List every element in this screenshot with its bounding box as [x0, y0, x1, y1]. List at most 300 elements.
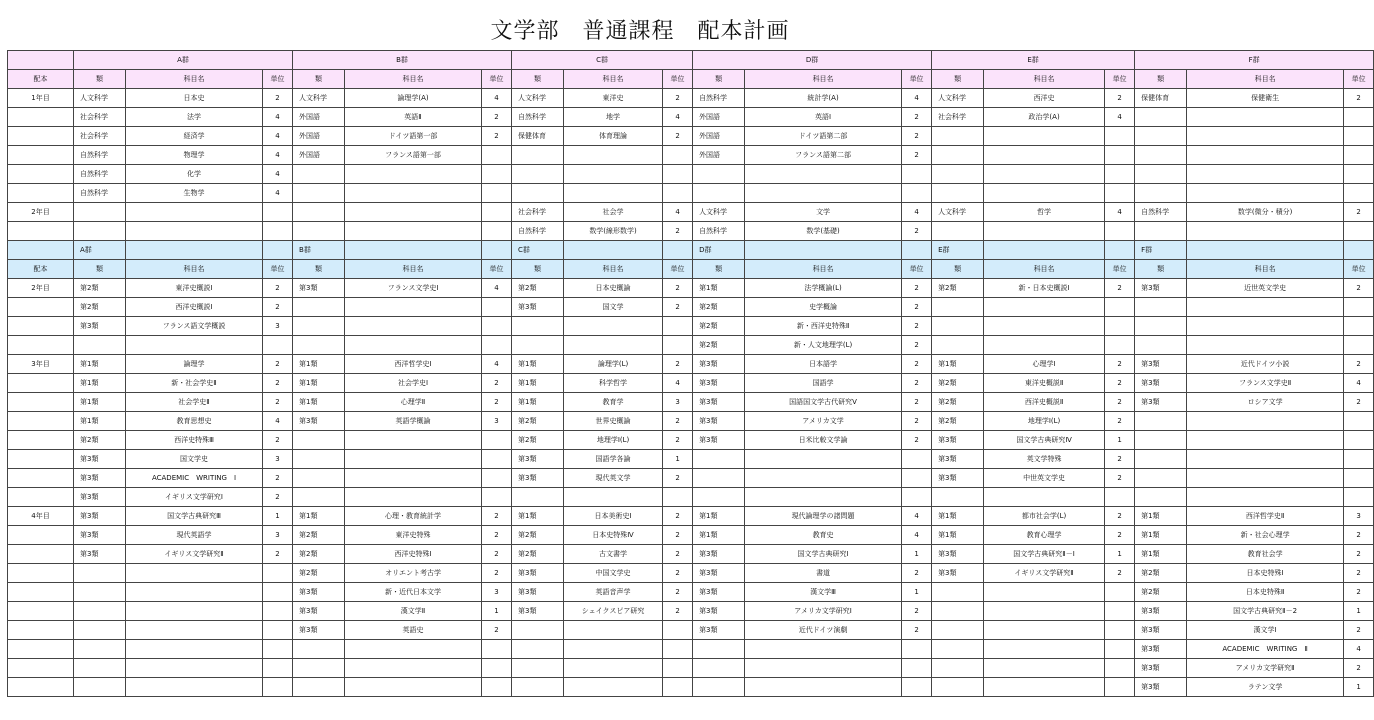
group-header-cell: E群 — [932, 51, 1135, 70]
credits-cell: 4 — [263, 108, 293, 127]
category-cell — [1135, 184, 1187, 203]
credits-cell: 2 — [263, 488, 293, 507]
subject-cell: 近代ドイツ演劇 — [745, 621, 902, 640]
credits-cell — [1105, 146, 1135, 165]
category-cell: 類 — [512, 260, 564, 279]
subject-cell: 論理学 — [126, 355, 263, 374]
category-cell: 第3類 — [693, 583, 745, 602]
table-row — [8, 431, 1374, 450]
credits-cell: 2 — [1344, 621, 1374, 640]
category-cell — [693, 640, 745, 659]
credits-cell: 2 — [902, 317, 932, 336]
subject-cell — [1187, 108, 1344, 127]
category-cell: 外国語 — [293, 146, 345, 165]
credits-cell: 2 — [663, 583, 693, 602]
credits-cell: 単位 — [263, 70, 293, 89]
subject-cell: 社会学史Ⅱ — [126, 393, 263, 412]
category-cell: 第1類 — [74, 374, 126, 393]
subject-cell: フランス文学史Ⅱ — [1187, 374, 1344, 393]
credits-cell — [902, 488, 932, 507]
category-cell — [74, 203, 126, 222]
table-row — [8, 279, 1374, 298]
category-cell: 第2類 — [293, 545, 345, 564]
category-cell: 自然科学 — [74, 184, 126, 203]
category-cell — [693, 678, 745, 697]
subject-cell — [126, 659, 263, 678]
distribution-year-cell — [8, 678, 74, 697]
subject-cell — [745, 659, 902, 678]
category-cell: 第3類 — [512, 602, 564, 621]
subject-cell — [564, 336, 663, 355]
subject-cell: 教育社会学 — [1187, 545, 1344, 564]
credits-cell: 単位 — [1105, 70, 1135, 89]
credits-cell: 4 — [482, 89, 512, 108]
credits-cell: 2 — [482, 621, 512, 640]
credits-cell: 2 — [663, 431, 693, 450]
category-cell — [74, 222, 126, 241]
category-cell — [293, 659, 345, 678]
credits-cell: 1 — [1105, 545, 1135, 564]
credits-cell: 単位 — [482, 70, 512, 89]
category-cell — [293, 222, 345, 241]
category-cell: 第1類 — [293, 355, 345, 374]
category-cell: A群 — [74, 241, 126, 260]
credits-cell: 2 — [902, 127, 932, 146]
credits-cell — [263, 241, 293, 260]
table-row — [8, 203, 1374, 222]
category-cell — [932, 317, 984, 336]
credits-cell: 4 — [482, 355, 512, 374]
credits-cell: 2 — [663, 545, 693, 564]
subject-cell — [345, 678, 482, 697]
subject-cell: 新・近代日本文学 — [345, 583, 482, 602]
distribution-year-cell — [8, 545, 74, 564]
category-cell: 第1類 — [512, 393, 564, 412]
distribution-year-cell: 配本 — [8, 260, 74, 279]
credits-cell: 4 — [902, 203, 932, 222]
subject-cell: 史学概論 — [745, 298, 902, 317]
table-row — [8, 450, 1374, 469]
subject-cell: 現代英文学 — [564, 469, 663, 488]
credits-cell: 2 — [663, 298, 693, 317]
category-cell — [512, 317, 564, 336]
category-cell: 第2類 — [1135, 583, 1187, 602]
credits-cell: 4 — [663, 203, 693, 222]
credits-cell: 2 — [663, 355, 693, 374]
category-cell — [512, 678, 564, 697]
category-cell: 第3類 — [932, 545, 984, 564]
subject-cell — [1187, 469, 1344, 488]
category-cell — [293, 184, 345, 203]
subject-cell: 統計学(A) — [745, 89, 902, 108]
distribution-year-cell: 4年目 — [8, 507, 74, 526]
subject-cell: 生物学 — [126, 184, 263, 203]
subject-cell: 国文学古典研究Ⅲ — [126, 507, 263, 526]
subject-cell: 日本史特殊Ⅳ — [564, 526, 663, 545]
distribution-year-cell: 1年目 — [8, 89, 74, 108]
subject-cell: 国文学古典研究Ⅱ－Ⅰ — [984, 545, 1105, 564]
credits-cell — [482, 640, 512, 659]
category-cell — [512, 165, 564, 184]
credits-cell — [1105, 127, 1135, 146]
subject-cell — [564, 184, 663, 203]
credits-cell: 1 — [263, 507, 293, 526]
category-cell: 第3類 — [512, 583, 564, 602]
category-cell: 類 — [512, 70, 564, 89]
category-cell: 第2類 — [1135, 564, 1187, 583]
credits-cell: 3 — [482, 583, 512, 602]
distribution-year-cell — [8, 165, 74, 184]
subject-cell — [564, 678, 663, 697]
credits-cell: 2 — [1344, 659, 1374, 678]
subject-cell: 漢文学Ⅲ — [745, 583, 902, 602]
category-cell: 第3類 — [1135, 659, 1187, 678]
category-cell — [293, 203, 345, 222]
category-cell: 第3類 — [693, 621, 745, 640]
credits-cell: 2 — [482, 127, 512, 146]
credits-cell — [482, 241, 512, 260]
subject-cell: 科目名 — [345, 70, 482, 89]
credits-cell — [1105, 621, 1135, 640]
category-cell: 第1類 — [293, 393, 345, 412]
category-cell — [74, 564, 126, 583]
credits-cell: 1 — [902, 545, 932, 564]
credits-cell: 2 — [1344, 526, 1374, 545]
credits-cell: 2 — [263, 355, 293, 374]
category-cell: 第3類 — [293, 412, 345, 431]
subject-cell — [345, 659, 482, 678]
subject-cell: 教育思想史 — [126, 412, 263, 431]
category-cell — [74, 659, 126, 678]
category-cell: 第2類 — [932, 279, 984, 298]
category-cell — [512, 640, 564, 659]
credits-cell — [663, 621, 693, 640]
category-cell: 社会科学 — [932, 108, 984, 127]
category-cell: 第3類 — [512, 564, 564, 583]
category-cell: 保健体育 — [512, 127, 564, 146]
credits-cell: 1 — [482, 602, 512, 621]
subject-cell — [564, 165, 663, 184]
subject-cell — [345, 184, 482, 203]
category-cell — [74, 336, 126, 355]
subject-cell: 数学(微分・積分) — [1187, 203, 1344, 222]
credits-cell — [482, 450, 512, 469]
subject-cell: 哲学 — [984, 203, 1105, 222]
credits-cell: 4 — [663, 108, 693, 127]
category-cell: 外国語 — [693, 127, 745, 146]
credits-cell: 2 — [663, 222, 693, 241]
subject-cell: 西洋哲学史Ⅱ — [1187, 507, 1344, 526]
category-cell: 第1類 — [74, 393, 126, 412]
subject-cell — [984, 146, 1105, 165]
subject-cell: 科目名 — [745, 260, 902, 279]
table-row — [8, 222, 1374, 241]
subject-cell: 国文学史 — [126, 450, 263, 469]
subject-cell: 国語国文学古代研究Ⅴ — [745, 393, 902, 412]
credits-cell: 単位 — [902, 260, 932, 279]
subject-cell: フランス語第一部 — [345, 146, 482, 165]
category-cell: 第3類 — [932, 431, 984, 450]
subject-cell: 日本史特殊Ⅱ — [1187, 583, 1344, 602]
credits-cell: 2 — [902, 108, 932, 127]
category-cell: 第3類 — [74, 526, 126, 545]
credits-cell: 2 — [263, 431, 293, 450]
subject-cell: 東洋史概説Ⅰ — [126, 279, 263, 298]
credits-cell — [1105, 165, 1135, 184]
table-row — [8, 469, 1374, 488]
subject-cell: フランス文学史Ⅰ — [345, 279, 482, 298]
group-header-cell — [8, 51, 74, 70]
credits-cell — [1105, 640, 1135, 659]
category-cell: 第3類 — [293, 279, 345, 298]
subject-cell — [984, 222, 1105, 241]
subject-cell: 新・西洋史特殊Ⅱ — [745, 317, 902, 336]
table-row — [8, 89, 1374, 108]
subject-cell — [984, 241, 1105, 260]
category-cell: 第2類 — [74, 431, 126, 450]
category-cell: 第3類 — [693, 431, 745, 450]
credits-cell — [902, 241, 932, 260]
credits-cell — [663, 241, 693, 260]
subject-cell: 英語Ⅱ — [345, 108, 482, 127]
subject-cell: 国文学 — [564, 298, 663, 317]
subject-cell: 国語学 — [745, 374, 902, 393]
table-row — [8, 393, 1374, 412]
credits-cell: 4 — [263, 165, 293, 184]
category-cell — [293, 640, 345, 659]
credits-cell: 2 — [1105, 450, 1135, 469]
table-row — [8, 108, 1374, 127]
subject-cell: 日本史特殊Ⅰ — [1187, 564, 1344, 583]
category-cell: 外国語 — [693, 108, 745, 127]
subject-cell — [1187, 488, 1344, 507]
credits-cell: 2 — [1344, 545, 1374, 564]
category-cell: F群 — [1135, 241, 1187, 260]
subject-cell — [126, 222, 263, 241]
credits-cell — [482, 146, 512, 165]
category-cell — [932, 146, 984, 165]
credits-cell — [663, 640, 693, 659]
subject-cell: 地学 — [564, 108, 663, 127]
credits-cell — [263, 659, 293, 678]
credits-cell: 3 — [663, 393, 693, 412]
group-header-cell: B群 — [293, 51, 512, 70]
category-cell: 類 — [932, 260, 984, 279]
credits-cell: 4 — [263, 184, 293, 203]
subject-cell — [345, 241, 482, 260]
credits-cell: 2 — [1344, 89, 1374, 108]
credits-cell: 2 — [902, 412, 932, 431]
table-header-row — [8, 51, 1374, 70]
category-cell: 第2類 — [693, 317, 745, 336]
category-cell: 第1類 — [932, 526, 984, 545]
credits-cell: 4 — [1344, 374, 1374, 393]
credits-cell — [902, 678, 932, 697]
subject-cell: 物理学 — [126, 146, 263, 165]
subject-cell: 東洋史 — [564, 89, 663, 108]
subject-cell — [345, 222, 482, 241]
category-cell — [932, 488, 984, 507]
subject-cell — [984, 602, 1105, 621]
category-cell — [932, 583, 984, 602]
category-cell — [932, 165, 984, 184]
category-cell — [932, 602, 984, 621]
credits-cell — [263, 640, 293, 659]
credits-cell: 4 — [263, 127, 293, 146]
category-cell — [293, 488, 345, 507]
credits-cell: 2 — [902, 431, 932, 450]
subject-cell — [1187, 184, 1344, 203]
credits-cell: 2 — [902, 355, 932, 374]
credits-cell — [663, 165, 693, 184]
credits-cell — [663, 678, 693, 697]
table-row — [8, 127, 1374, 146]
category-cell: 第1類 — [1135, 545, 1187, 564]
subject-cell: 漢文学Ⅰ — [1187, 621, 1344, 640]
credits-cell: 2 — [902, 222, 932, 241]
credits-cell — [1105, 317, 1135, 336]
subject-cell: 科目名 — [126, 70, 263, 89]
category-cell — [1135, 127, 1187, 146]
credits-cell: 2 — [1344, 203, 1374, 222]
credits-cell — [1344, 146, 1374, 165]
category-cell: 自然科学 — [693, 222, 745, 241]
distribution-year-cell — [8, 184, 74, 203]
credits-cell — [902, 469, 932, 488]
subject-cell: 科目名 — [1187, 70, 1344, 89]
subject-cell: 近世英文学史 — [1187, 279, 1344, 298]
category-cell — [932, 678, 984, 697]
credits-cell: 4 — [482, 279, 512, 298]
credits-cell — [1344, 336, 1374, 355]
category-cell: 自然科学 — [693, 89, 745, 108]
credits-cell: 2 — [263, 279, 293, 298]
subject-cell: 新・人文地理学(L) — [745, 336, 902, 355]
category-cell — [293, 431, 345, 450]
subject-cell — [1187, 146, 1344, 165]
credits-cell: 2 — [663, 127, 693, 146]
credits-cell: 4 — [902, 507, 932, 526]
distribution-year-cell — [8, 526, 74, 545]
credits-cell — [1344, 241, 1374, 260]
credits-cell: 2 — [263, 393, 293, 412]
subject-cell — [126, 678, 263, 697]
category-cell: 保健体育 — [1135, 89, 1187, 108]
subject-cell — [126, 583, 263, 602]
subject-cell — [984, 298, 1105, 317]
credits-cell: 3 — [1344, 507, 1374, 526]
distribution-year-cell: 2年目 — [8, 279, 74, 298]
credits-cell: 単位 — [663, 70, 693, 89]
credits-cell: 1 — [1344, 602, 1374, 621]
subject-cell: ACADEMIC WRITING Ⅰ — [126, 469, 263, 488]
category-cell: 第2類 — [293, 526, 345, 545]
table-header-row — [8, 260, 1374, 279]
credits-cell: 単位 — [1344, 70, 1374, 89]
category-cell — [293, 678, 345, 697]
category-cell — [932, 298, 984, 317]
subject-cell: 科目名 — [126, 260, 263, 279]
credits-cell: 2 — [1344, 583, 1374, 602]
subject-cell — [984, 165, 1105, 184]
subject-cell: 中世英文学史 — [984, 469, 1105, 488]
subject-cell — [1187, 222, 1344, 241]
credits-cell — [1344, 222, 1374, 241]
table-row — [8, 488, 1374, 507]
subject-cell — [126, 241, 263, 260]
subject-cell — [345, 336, 482, 355]
distribution-year-cell — [8, 621, 74, 640]
table-row — [8, 583, 1374, 602]
distribution-year-cell — [8, 393, 74, 412]
subject-cell: 数学(基礎) — [745, 222, 902, 241]
category-cell: 自然科学 — [74, 146, 126, 165]
subject-cell: 地理学Ⅰ(L) — [564, 431, 663, 450]
credits-cell — [482, 469, 512, 488]
page-title: 文学部 普通課程 配本計画 — [490, 19, 790, 44]
credits-cell: 単位 — [263, 260, 293, 279]
subject-cell: 西洋史特殊Ⅰ — [345, 545, 482, 564]
subject-cell: 日本史概論 — [564, 279, 663, 298]
subject-cell: 日本史 — [126, 89, 263, 108]
category-cell: 第3類 — [74, 488, 126, 507]
subject-cell: 新・社会学史Ⅱ — [126, 374, 263, 393]
subject-cell: 論理学(L) — [564, 355, 663, 374]
credits-cell: 3 — [482, 412, 512, 431]
subject-cell: 日本語学 — [745, 355, 902, 374]
category-cell: 第3類 — [74, 469, 126, 488]
subject-cell: 心理学Ⅰ — [984, 355, 1105, 374]
credits-cell — [482, 184, 512, 203]
credits-cell — [1105, 241, 1135, 260]
category-cell: 自然科学 — [74, 165, 126, 184]
subject-cell: 科目名 — [1187, 260, 1344, 279]
credits-cell: 2 — [263, 545, 293, 564]
credits-cell: 単位 — [482, 260, 512, 279]
subject-cell: ラテン文学 — [1187, 678, 1344, 697]
subject-cell — [1187, 241, 1344, 260]
credits-cell — [482, 203, 512, 222]
credits-cell: 3 — [263, 317, 293, 336]
credits-cell: 2 — [482, 564, 512, 583]
credits-cell — [1105, 488, 1135, 507]
distribution-year-cell: 配本 — [8, 70, 74, 89]
credits-cell: 2 — [1105, 279, 1135, 298]
category-cell: 第3類 — [293, 602, 345, 621]
category-cell: 人文科学 — [693, 203, 745, 222]
subject-cell — [126, 602, 263, 621]
category-cell — [1135, 469, 1187, 488]
category-cell — [932, 336, 984, 355]
subject-cell: ロシア文学 — [1187, 393, 1344, 412]
category-cell — [512, 146, 564, 165]
credits-cell: 2 — [1344, 279, 1374, 298]
category-cell — [932, 659, 984, 678]
category-cell: 第1類 — [693, 526, 745, 545]
subject-cell: 西洋史 — [984, 89, 1105, 108]
credits-cell — [482, 336, 512, 355]
credits-cell: 2 — [1344, 355, 1374, 374]
category-cell — [932, 222, 984, 241]
category-cell — [512, 659, 564, 678]
subject-cell — [1187, 127, 1344, 146]
subject-cell: 現代英語学 — [126, 526, 263, 545]
credits-cell — [902, 184, 932, 203]
credits-cell: 単位 — [902, 70, 932, 89]
subject-cell — [984, 583, 1105, 602]
subject-cell — [984, 127, 1105, 146]
credits-cell: 2 — [663, 279, 693, 298]
